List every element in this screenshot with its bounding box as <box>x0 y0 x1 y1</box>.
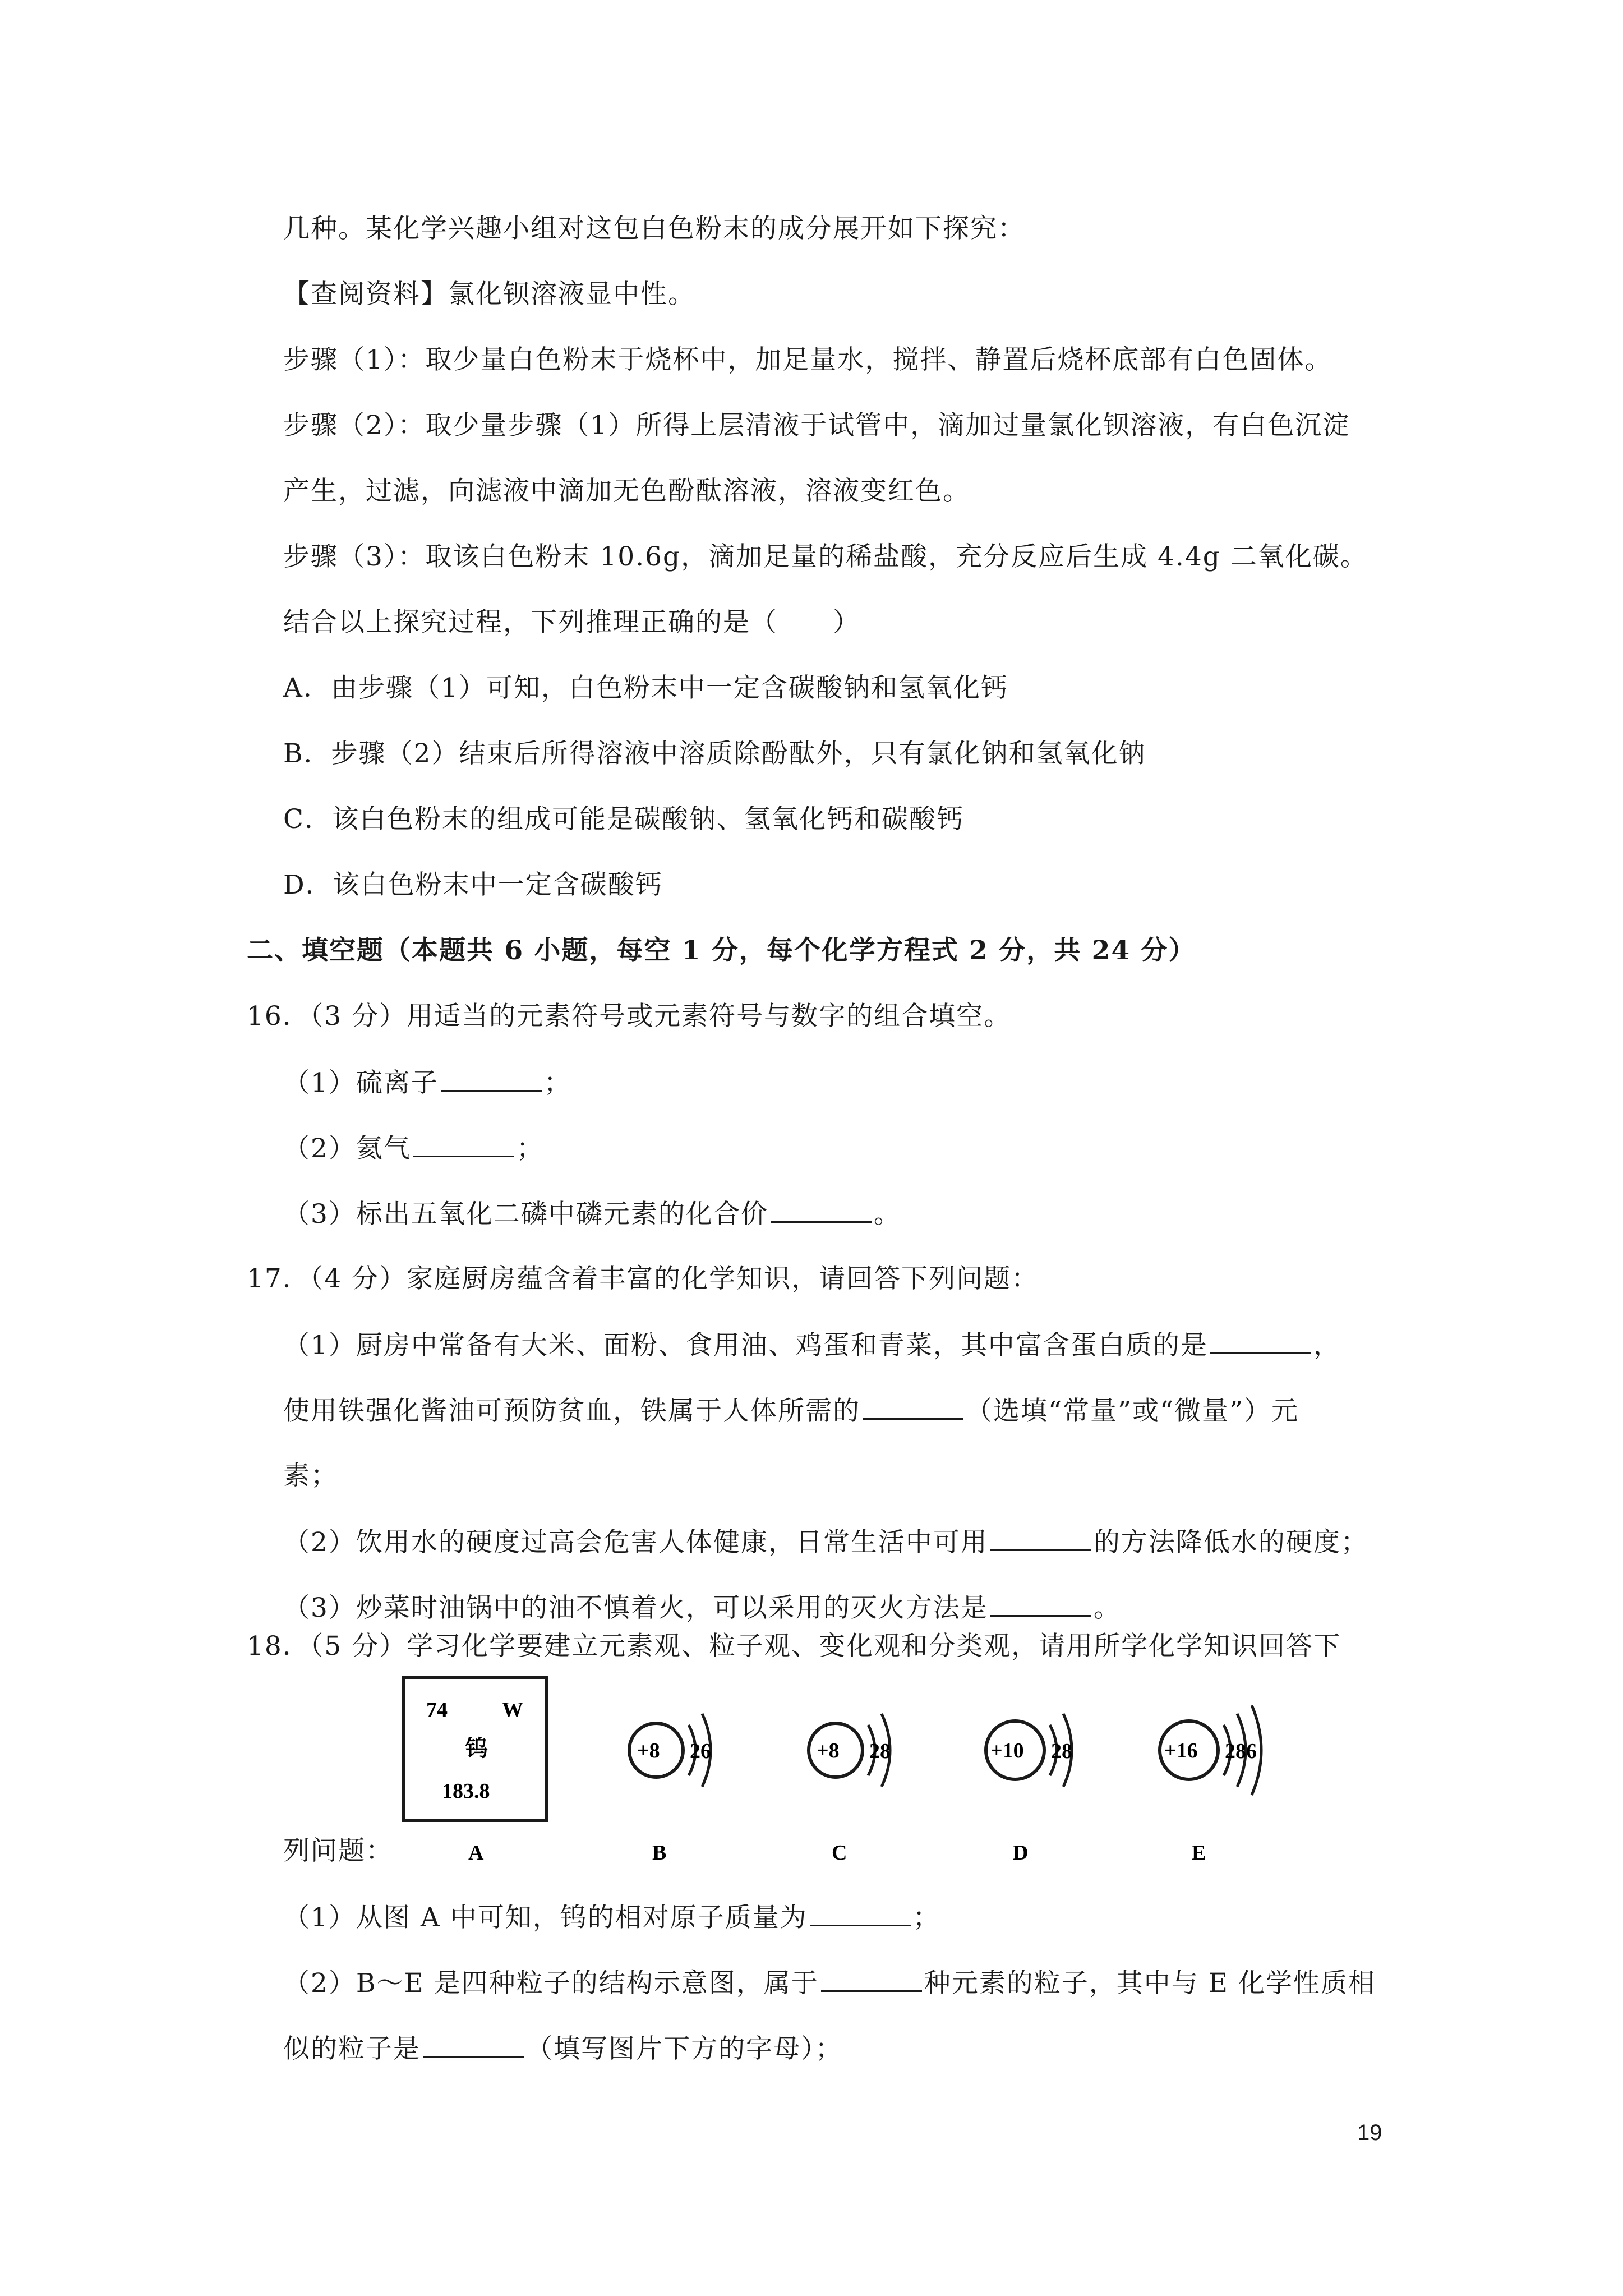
question-17-2 <box>283 1525 1368 1559</box>
particle-e <box>1160 1705 1261 1795</box>
nucleus-charge: +8 <box>817 1739 840 1763</box>
question-text: 。 <box>873 1199 901 1230</box>
text-line: 步骤（1）：取少量白色粉末于烧杯中，加足量水，搅拌、静置后烧杯底部有白色固体。 <box>283 344 1332 375</box>
answer-blank[interactable] <box>863 1393 963 1420</box>
text-line: 几种。某化学兴趣小组对这包白色粉末的成分展开如下探究： <box>283 213 1025 244</box>
answer-blank[interactable] <box>1210 1328 1311 1354</box>
question-text: （2）氦气 <box>283 1133 411 1164</box>
question-text: （1）厨房中常备有大米、面粉、食用油、鸡蛋和青菜，其中富含蛋白质的是 <box>283 1330 1208 1361</box>
text-line: 步骤（3）：取该白色粉末 10.6g，滴加足量的稀盐酸，充分反应后生成 4.4g 二氧化碳。 <box>283 541 1368 572</box>
question-text: （填写图片下方的字母）； <box>526 2033 843 2064</box>
answer-blank[interactable] <box>810 1900 911 1926</box>
particle-d <box>986 1714 1072 1787</box>
question-17-1-cont <box>283 1393 1299 1428</box>
question-text: 的方法降低水的硬度； <box>1093 1527 1368 1558</box>
electron-shells: 26 <box>690 1740 711 1763</box>
electron-shells: 286 <box>1225 1740 1257 1763</box>
answer-blank[interactable] <box>821 1966 922 1992</box>
particle-c <box>809 1714 891 1787</box>
figure-label-b: B <box>652 1841 667 1865</box>
question-16-1 <box>283 1065 571 1100</box>
nucleus-charge: +8 <box>637 1739 660 1763</box>
question-text: （3）炒菜时油锅中的油不慎着火，可以采用的灭火方法是 <box>283 1593 988 1623</box>
question-text: （2）饮用水的硬度过高会危害人体健康，日常生活中可用 <box>283 1527 988 1558</box>
option-a: A．由步骤（1）可知，白色粉末中一定含碳酸钠和氢氧化钙 <box>283 673 1008 703</box>
text-line: 结合以上探究过程，下列推理正确的是（ ） <box>283 607 860 638</box>
answer-blank[interactable] <box>990 1590 1091 1617</box>
element-mass: 183.8 <box>442 1779 490 1803</box>
answer-blank[interactable] <box>441 1065 542 1092</box>
option-b: B．步骤（2）结束后所得溶液中溶质除酚酞外，只有氯化钠和氢氧化钠 <box>283 738 1146 769</box>
question-text: （选填“常量”或“微量”）元 <box>966 1396 1299 1427</box>
text-line: 产生，过滤，向滤液中滴加无色酚酞溶液，溶液变红色。 <box>283 476 970 507</box>
question-text: 。 <box>1093 1593 1121 1623</box>
electron-shells: 28 <box>869 1740 891 1763</box>
question-16: 16．（3 分）用适当的元素符号或元素符号与数字的组合填空。 <box>247 1001 1012 1032</box>
question-16-3 <box>283 1197 901 1231</box>
answer-blank[interactable] <box>413 1131 514 1157</box>
figure-label-e: E <box>1192 1841 1206 1865</box>
electron-shells: 28 <box>1051 1740 1072 1763</box>
question-text: （3）标出五氧化二磷中磷元素的化合价 <box>283 1199 768 1230</box>
question-16-2 <box>283 1131 544 1166</box>
text-line: 【查阅资料】氯化钡溶液显中性。 <box>283 279 695 310</box>
question-text: 种元素的粒子，其中与 E 化学性质相 <box>924 1968 1376 1999</box>
option-c: C．该白色粉末的组成可能是碳酸钠、氢氧化钙和碳酸钙 <box>283 804 964 835</box>
answer-blank[interactable] <box>771 1197 872 1223</box>
answer-blank[interactable] <box>423 2031 524 2058</box>
question-18-cont: 列问题： <box>283 1835 393 1866</box>
element-name: 钨 <box>465 1735 488 1761</box>
question-text: （1）硫离子 <box>283 1068 439 1098</box>
question-text: 似的粒子是 <box>283 2033 421 2064</box>
figure-label-c: C <box>832 1841 847 1865</box>
question-17-3 <box>283 1590 1121 1625</box>
figure-label-a: A <box>468 1841 484 1865</box>
question-text: ； <box>912 1902 940 1933</box>
element-number: 74 <box>426 1698 448 1722</box>
question-text: ， <box>1313 1330 1341 1361</box>
question-text: 使用铁强化酱油可预防贫血，铁属于人体所需的 <box>283 1396 860 1427</box>
page-number: 19 <box>1357 2120 1382 2145</box>
section-heading: 二、填空题（本题共 6 小题，每空 1 分，每个化学方程式 2 分，共 24 分） <box>247 935 1196 966</box>
question-18-2 <box>283 1966 1376 2000</box>
nucleus-charge: +10 <box>990 1739 1024 1763</box>
question-text: ； <box>516 1133 544 1164</box>
question-17: 17．（4 分）家庭厨房蕴含着丰富的化学知识，请回答下列问题： <box>247 1263 1039 1294</box>
particle-b <box>629 1714 711 1787</box>
question-text: （1）从图 A 中可知，钨的相对原子质量为 <box>283 1902 808 1933</box>
element-symbol: W <box>502 1698 523 1722</box>
option-d: D．该白色粉末中一定含碳酸钙 <box>283 869 663 900</box>
question-text: （2）B～E 是四种粒子的结构示意图，属于 <box>283 1968 819 1999</box>
question-18-1 <box>283 1900 940 1935</box>
question-text: ； <box>543 1068 571 1098</box>
text-line: 步骤（2）：取少量步骤（1）所得上层清液于试管中，滴加过量氯化钡溶液，有白色沉淀 <box>283 410 1350 441</box>
question-17-1-end: 素； <box>283 1460 338 1491</box>
answer-blank[interactable] <box>990 1525 1091 1551</box>
question-18: 18．（5 分）学习化学要建立元素观、粒子观、变化观和分类观，请用所学化学知识回答下 <box>247 1631 1341 1662</box>
question-18-2-cont <box>283 2031 843 2066</box>
figure-label-d: D <box>1013 1841 1029 1865</box>
element-card <box>404 1677 547 1820</box>
nucleus-charge: +16 <box>1164 1739 1198 1763</box>
atomic-structure-figure <box>393 1672 1318 1874</box>
question-17-1 <box>283 1328 1341 1363</box>
